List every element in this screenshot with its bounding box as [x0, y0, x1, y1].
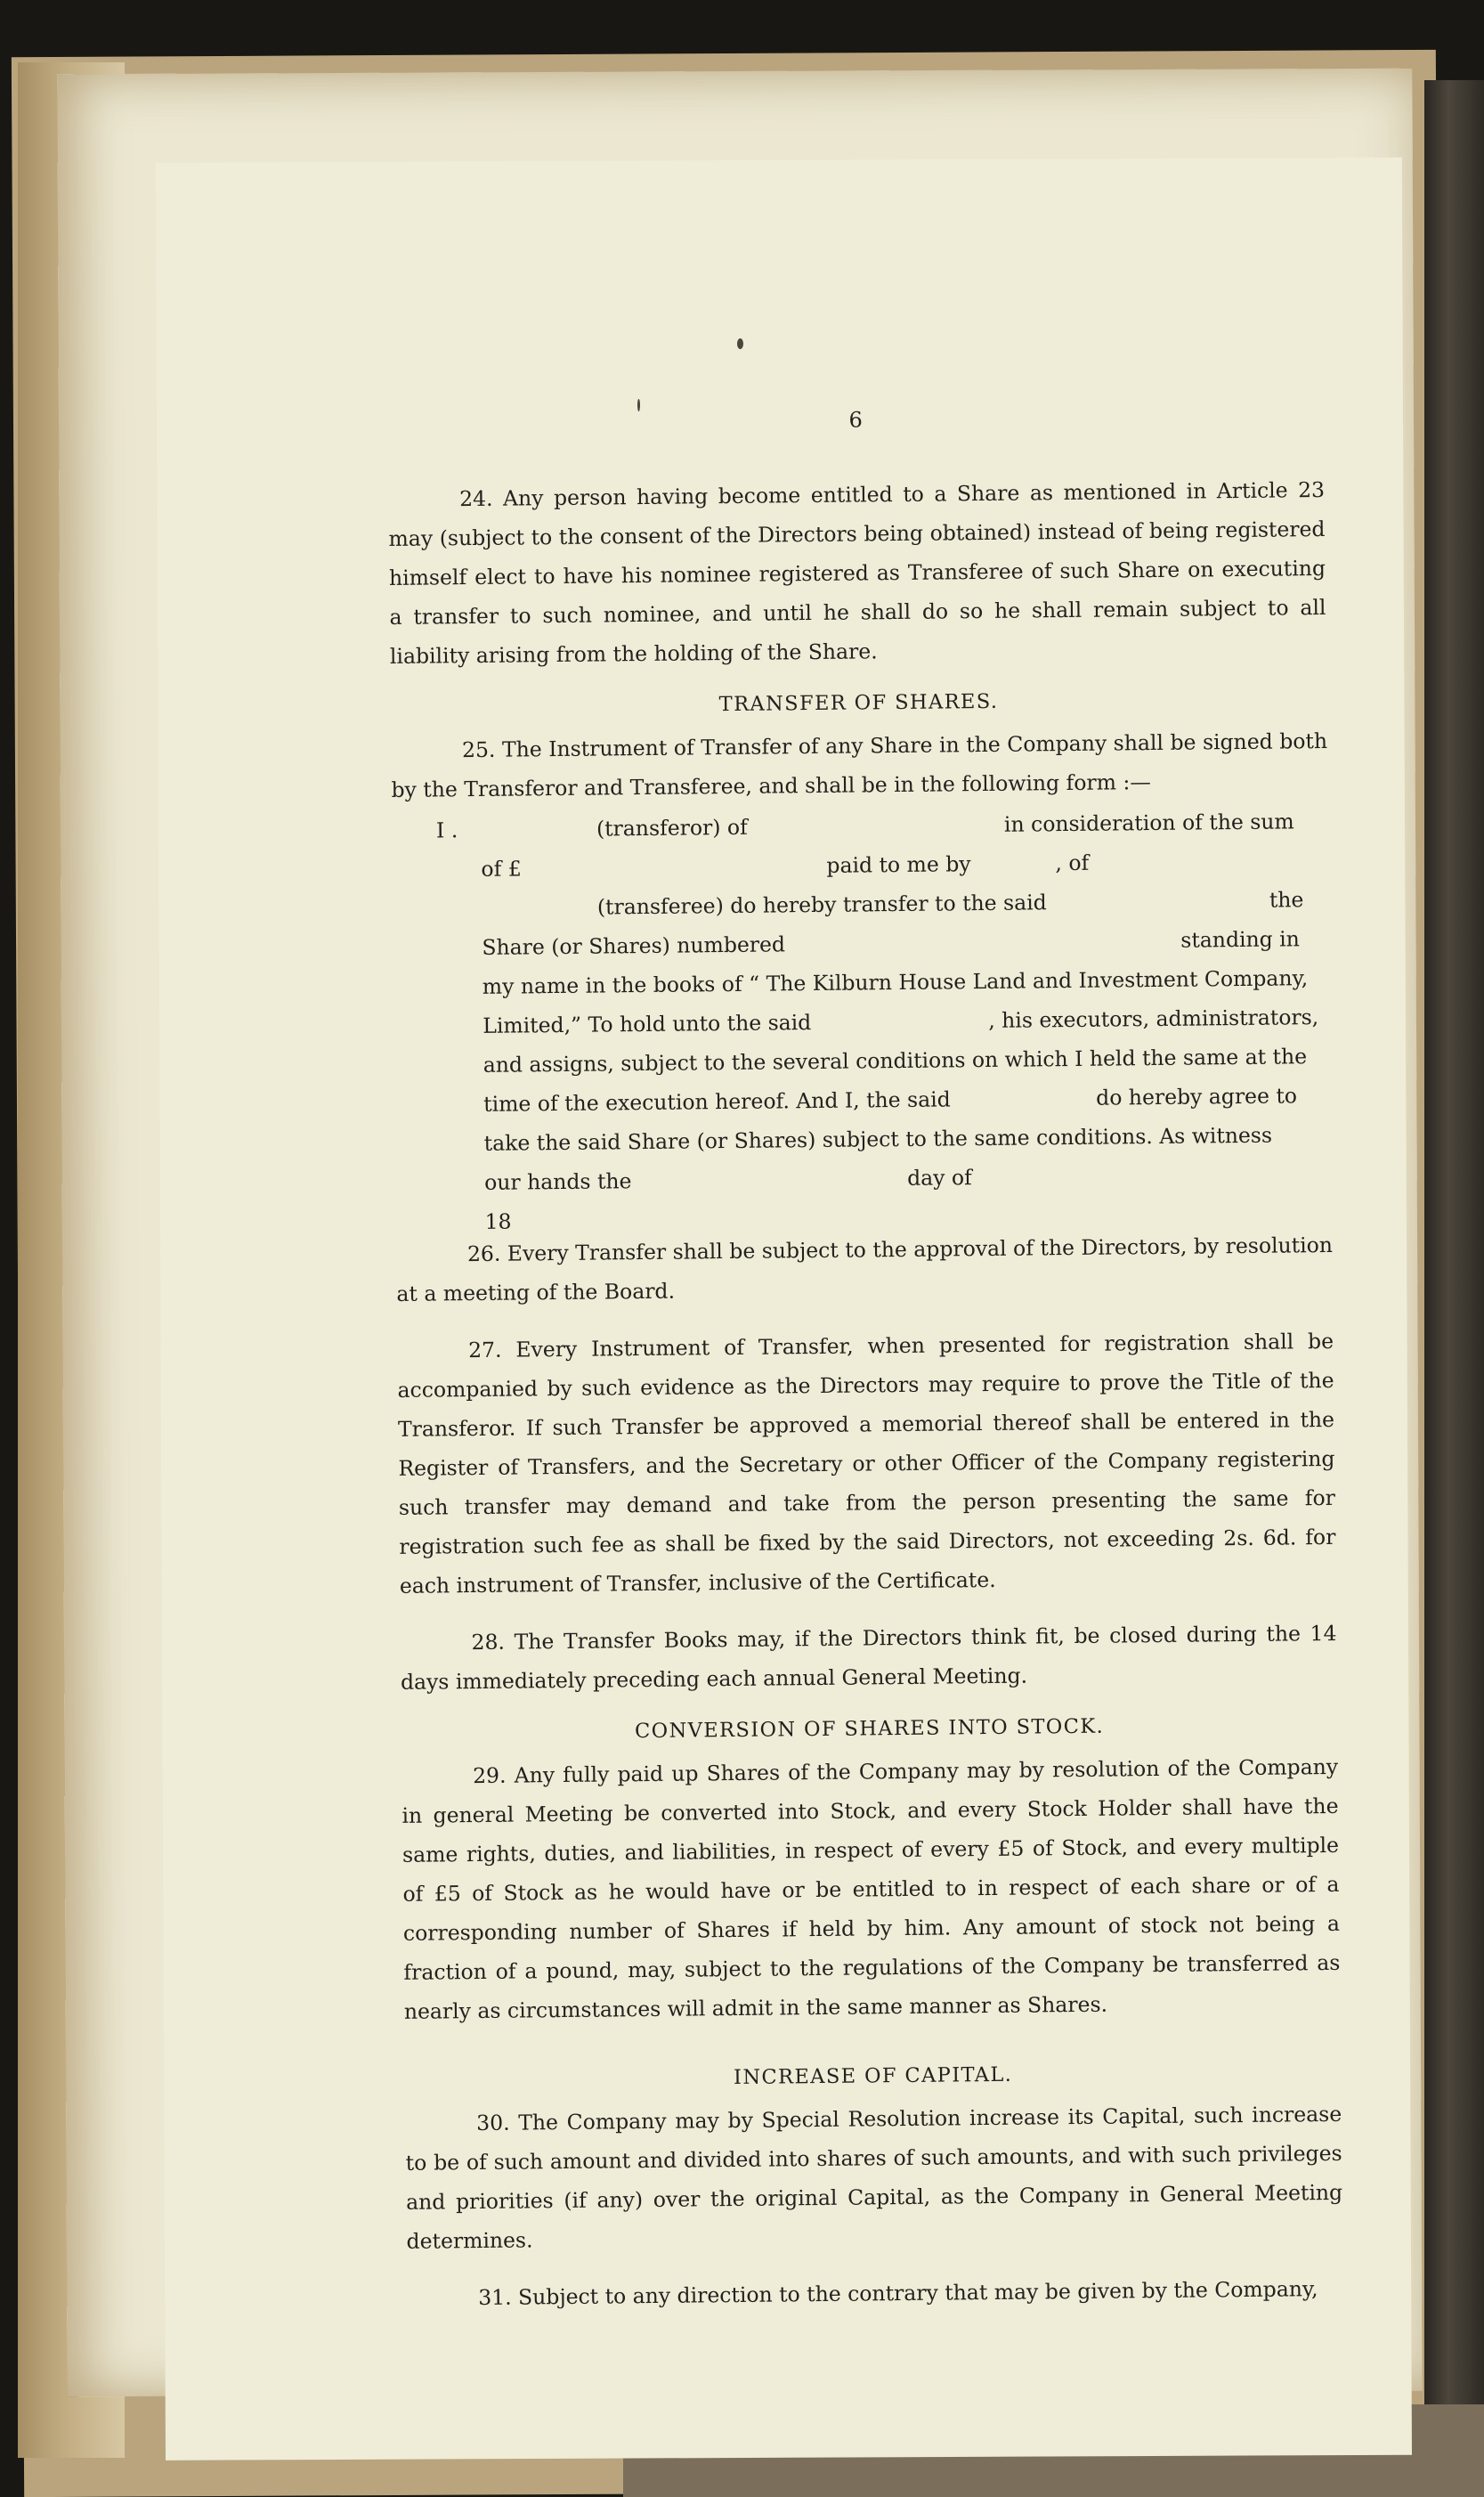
article-30: 30. The Company may by Special Resolution increase its Capital, such increase to be of such amount and divided into shares of such amounts, and with such privileges and priorities (if any) over the original Capital, as the Company in General Meeting determines.	[405, 2101, 1343, 2254]
form-line: my name in the books of “ The Kilburn House Land and Investment Company,	[482, 965, 1309, 999]
form-line: and assigns, subject to the several conditions on which I held the same at the	[483, 1044, 1308, 1078]
form-line: the	[1269, 887, 1304, 913]
form-line: Share (or Shares) numbered	[482, 931, 786, 960]
document-text	[387, 395, 1343, 2318]
form-line: time of the execution hereof. And I, the said	[483, 1086, 951, 1117]
article-24: 24. Any person having become entitled to a Share as mentioned in Article 23 may (subject to the consent of the Directors being obtained) instead of being registered himself elect to have his nominee registered as Transferee of such Share on executing a transfer to such nominee, and until he shall do so he shall remain subject to all liability arising from the holding of the Share.	[388, 476, 1326, 669]
form-line: take the said Share (or Shares) subject to the same conditions. As witness	[483, 1122, 1273, 1156]
article-25: 25. The Instrument of Transfer of any Share in the Company shall be signed both by the Transferor and Transferee, and shall be in the following form :—	[391, 728, 1328, 802]
article-31: 31. Subject to any direction to the contrary that may be given by the Company,	[478, 2276, 1318, 2311]
heading-transfer-of-shares: TRANSFER OF SHARES.	[718, 689, 999, 717]
form-line: day of	[906, 1165, 972, 1191]
form-line: 18	[484, 1208, 512, 1234]
heading-increase-of-capital: INCREASE OF CAPITAL.	[733, 2062, 1013, 2090]
article-27: 27. Every Instrument of Transfer, when presented for registration shall be accompanied by such evidence as the Directors may require to prove the Title of the Transferor. If such Transfer be approved a memorial thereof shall be entered in the Register of Transfers, and the Secretary or other Officer of the Company registering such transfer may demand and take from the person presenting the same for registration such fee as shall be fixed by the said Directors, not exceeding 2s. 6d. for each instrument of Transfer, inclusive of the Certificate.	[397, 1328, 1336, 1598]
heading-conversion-of-shares: CONVERSION OF SHARES INTO STOCK.	[634, 1714, 1105, 1744]
form-line: standing in	[1180, 926, 1300, 953]
article-26: 26. Every Transfer shall be subject to the approval of the Directors, by resolution at a meeting of the Board.	[396, 1232, 1334, 1306]
form-line: Limited,” To hold unto the said	[483, 1010, 812, 1038]
ink-speck	[737, 338, 743, 349]
form-line: , his executors, administrators,	[988, 1004, 1319, 1033]
binding-edge	[1424, 80, 1484, 2497]
article-29: 29. Any fully paid up Shares of the Company may by resolution of the Company in general Meeting be converted into Stock, and every Stock Holder shall have the same rights, duties, and liabilities, in respect of every £5 of Stock, and every multiple of £5 of Stock as he would have or be entitled to in respect of each share or of a corresponding number of Shares if held by him. Any amount of stock not being a fraction of a pound, may, subject to the regulations of the Company be transferred as nearly as circumstances will admit in the same manner as Shares.	[401, 1753, 1341, 2024]
form-line: I .	[435, 817, 458, 843]
form-line: do hereby agree to	[1096, 1083, 1298, 1110]
form-line: our hands the	[484, 1168, 632, 1195]
page-number: 6	[848, 407, 863, 433]
form-line: in consideration of the sum	[1003, 809, 1294, 837]
transfer-form	[392, 801, 1333, 1234]
form-line: (transferor) of	[596, 814, 748, 842]
form-line: , of	[1055, 850, 1090, 876]
article-28: 28. The Transfer Books may, if the Directors think fit, be closed during the 14 days immediately preceding each annual General Meeting.	[400, 1620, 1337, 1695]
form-line: paid to me by	[826, 851, 971, 878]
form-line: of £	[481, 856, 522, 882]
form-line: (transferee) do hereby transfer to the said	[596, 890, 1047, 920]
